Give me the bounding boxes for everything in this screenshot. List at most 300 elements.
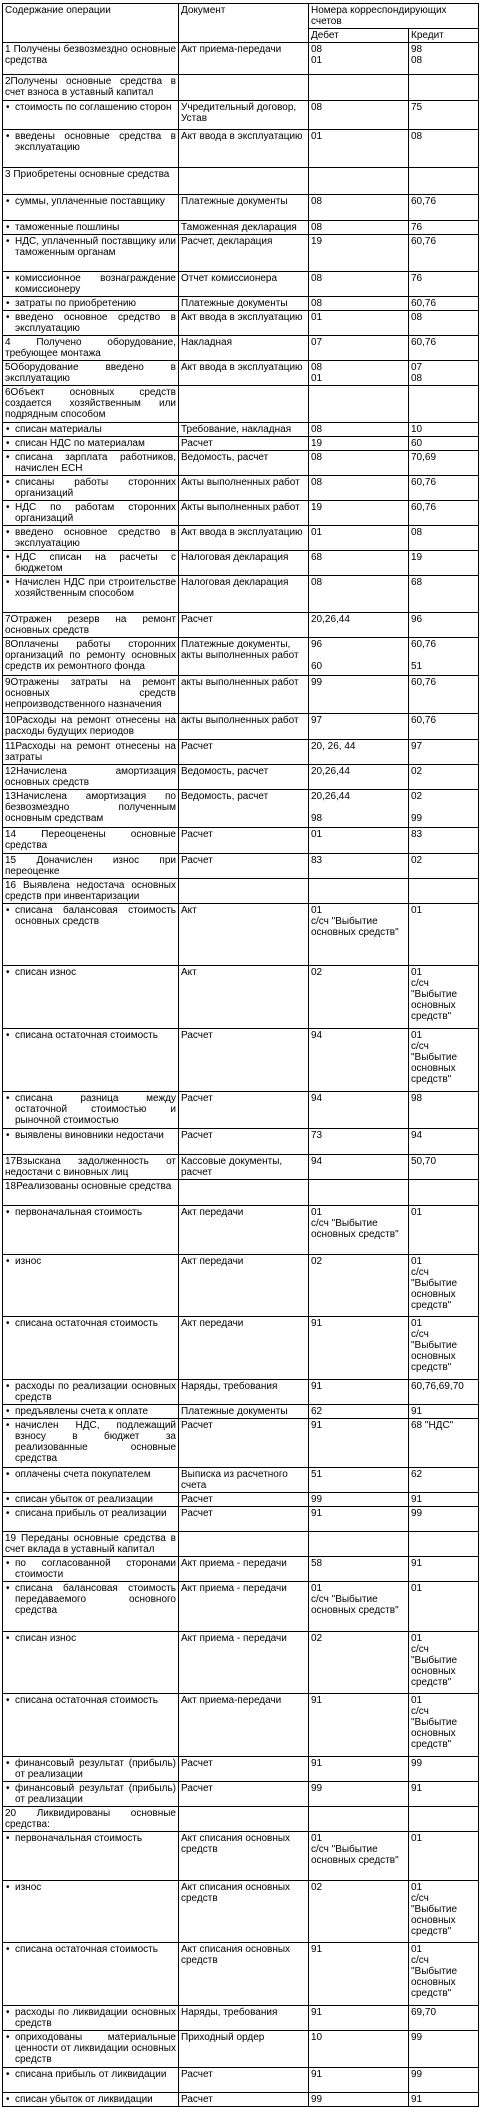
table-row: [3, 75, 479, 101]
credit-cell: 60,76: [409, 676, 479, 714]
credit-cell: 68 "НДС": [409, 1419, 479, 1468]
document-cell: Требование, накладная: [179, 423, 309, 437]
debit-cell: [309, 1807, 409, 1832]
debit-cell: 08: [309, 272, 409, 297]
document-cell: Выписка из расчетного счета: [179, 1468, 309, 1493]
operation-cell: • списана остаточная стоимость: [3, 1317, 179, 1380]
document-cell: Акт ввода в эксплуатацию: [179, 361, 309, 386]
table-row: [3, 336, 479, 361]
table-row: [3, 1468, 479, 1493]
debit-cell: 20,26,44: [309, 613, 409, 638]
credit-cell: 76: [409, 221, 479, 235]
document-cell: Расчет: [179, 2093, 309, 2107]
debit-cell: 68: [309, 551, 409, 576]
credit-cell: 10: [409, 423, 479, 437]
header-operation: Содержание операции: [3, 4, 179, 43]
credit-cell: [409, 1180, 479, 1206]
document-cell: Кассовые документы, расчет: [179, 1155, 309, 1180]
operation-cell: 5Оборудование введено в эксплуатацию: [3, 361, 179, 386]
document-cell: Акт списания основных средств: [179, 1832, 309, 1881]
document-cell: Отчет комиссионера: [179, 272, 309, 297]
table-row: [3, 2006, 479, 2031]
debit-cell: 91: [309, 1757, 409, 1782]
operation-cell: • НДС списан на расчеты с бюджетом: [3, 551, 179, 576]
credit-cell: 75: [409, 101, 479, 130]
document-cell: Акты выполненных работ: [179, 476, 309, 501]
credit-cell: 91: [409, 1405, 479, 1419]
credit-cell: 60,76: [409, 297, 479, 311]
debit-cell: 83: [309, 854, 409, 879]
credit-cell: 01 с/сч "Выбытие основных средств": [409, 1943, 479, 2006]
document-cell: [179, 1807, 309, 1832]
table-row: [3, 235, 479, 272]
debit-cell: 94: [309, 1029, 409, 1092]
operation-cell: • расходы по ликвидации основных средств: [3, 2006, 179, 2031]
credit-cell: 60,76: [409, 501, 479, 526]
debit-cell: 08: [309, 221, 409, 235]
table-row: [3, 1155, 479, 1180]
table-row: [3, 854, 479, 879]
table-row: [3, 451, 479, 476]
debit-cell: 08 01: [309, 43, 409, 75]
document-cell: Ведомость, расчет: [179, 790, 309, 828]
operation-cell: 11Расходы на ремонт отнесены на затраты: [3, 740, 179, 765]
debit-cell: 01 с/сч "Выбытие основных средств": [309, 1832, 409, 1881]
document-cell: Акт приема-передачи: [179, 1694, 309, 1757]
header-document: Документ: [179, 4, 309, 43]
credit-cell: 97: [409, 740, 479, 765]
table-row: [3, 1255, 479, 1317]
header-credit: Кредит: [409, 29, 479, 43]
operation-cell: • списан материалы: [3, 423, 179, 437]
operation-cell: • списана прибыль от ликвидации: [3, 2068, 179, 2093]
table-row: [3, 790, 479, 828]
operation-cell: 19 Переданы основные средства в счет вклада в уставный капитал: [3, 1532, 179, 1557]
debit-cell: 08: [309, 423, 409, 437]
credit-cell: 01 с/сч "Выбытие основных средств": [409, 1029, 479, 1092]
operation-cell: 4 Получено оборудование, требующее монтажа: [3, 336, 179, 361]
credit-cell: 98: [409, 1092, 479, 1129]
debit-cell: 02: [309, 1881, 409, 1943]
operation-cell: 17Взыскана задолженность от недостачи с виновных лиц: [3, 1155, 179, 1180]
table-row: [3, 740, 479, 765]
table-row: [3, 2093, 479, 2107]
debit-cell: [309, 879, 409, 904]
credit-cell: 60,76: [409, 714, 479, 740]
debit-cell: 73: [309, 1129, 409, 1155]
document-cell: Расчет: [179, 613, 309, 638]
debit-cell: 01 с/сч "Выбытие основных средств": [309, 904, 409, 966]
operation-cell: • первоначальная стоимость: [3, 1206, 179, 1255]
credit-cell: 99: [409, 2031, 479, 2068]
document-cell: Платежные документы: [179, 195, 309, 221]
document-cell: Расчет: [179, 1029, 309, 1092]
credit-cell: [409, 879, 479, 904]
operation-cell: • оплачены счета покупателем: [3, 1468, 179, 1493]
document-cell: Акт приема - передачи: [179, 1632, 309, 1694]
debit-cell: [309, 75, 409, 101]
debit-cell: 94: [309, 1155, 409, 1180]
credit-cell: 68: [409, 576, 479, 613]
table-row: [3, 437, 479, 451]
table-row: [3, 1694, 479, 1757]
document-cell: Акт: [179, 966, 309, 1029]
credit-cell: 76: [409, 272, 479, 297]
debit-cell: 91: [309, 1943, 409, 2006]
table-row: [3, 1757, 479, 1782]
credit-cell: 62: [409, 1468, 479, 1493]
credit-cell: 50,70: [409, 1155, 479, 1180]
document-cell: [179, 386, 309, 423]
operation-cell: • списана остаточная стоимость: [3, 1943, 179, 2006]
credit-cell: 96: [409, 613, 479, 638]
debit-cell: 91: [309, 1507, 409, 1532]
credit-cell: 01 с/сч "Выбытие основных средств": [409, 1694, 479, 1757]
operation-cell: • НДС по работам сторонних организаций: [3, 501, 179, 526]
table-row: [3, 1943, 479, 2006]
table-row: [3, 386, 479, 423]
operation-cell: • введено основное средство в эксплуатацию: [3, 311, 179, 336]
document-cell: Расчет: [179, 854, 309, 879]
operation-cell: 9Отражены затраты на ремонт основных средств непроизводственного назначения: [3, 676, 179, 714]
debit-cell: 94: [309, 1092, 409, 1129]
credit-cell: 98 08: [409, 43, 479, 75]
document-cell: Акт приема - передачи: [179, 1557, 309, 1582]
table-row: [3, 1493, 479, 1507]
table-row: [3, 297, 479, 311]
document-cell: Акт приема-передачи: [179, 43, 309, 75]
operation-cell: • введены основные средства в эксплуатацию: [3, 130, 179, 168]
table-row: [3, 101, 479, 130]
table-row: [3, 1380, 479, 1405]
operation-cell: • затраты по приобретению: [3, 297, 179, 311]
table-row: [3, 1180, 479, 1206]
table-row: [3, 423, 479, 437]
debit-cell: 20,26,44: [309, 765, 409, 790]
header-accounts: Номера корреспондирующих счетов: [309, 4, 479, 29]
operation-cell: • начислен НДС, подлежащий взносу в бюджет за реализованные основные средства: [3, 1419, 179, 1468]
operation-cell: • оприходованы материальные ценности от ликвидации основных средств: [3, 2031, 179, 2068]
document-cell: Учредительный договор, Устав: [179, 101, 309, 130]
document-cell: Платежные документы, акты выполненных работ: [179, 638, 309, 676]
debit-cell: [309, 1180, 409, 1206]
debit-cell: 91: [309, 1419, 409, 1468]
operation-cell: • НДС, уплаченный поставщику или таможенным органам: [3, 235, 179, 272]
debit-cell: 08: [309, 195, 409, 221]
operation-cell: 7Отражен резерв на ремонт основных средств: [3, 613, 179, 638]
operation-cell: • износ: [3, 1255, 179, 1317]
debit-cell: 08: [309, 101, 409, 130]
credit-cell: 02: [409, 854, 479, 879]
debit-cell: 91: [309, 1694, 409, 1757]
debit-cell: 91: [309, 2006, 409, 2031]
debit-cell: 97: [309, 714, 409, 740]
document-cell: Акт списания основных средств: [179, 1881, 309, 1943]
table-row: [3, 130, 479, 168]
operation-cell: • финансовый результат (прибыль) от реализации: [3, 1757, 179, 1782]
debit-cell: 91: [309, 1380, 409, 1405]
operations-table: [2, 3, 479, 2107]
credit-cell: 99: [409, 1757, 479, 1782]
operation-cell: • стоимость по соглашению сторон: [3, 101, 179, 130]
credit-cell: 91: [409, 1557, 479, 1582]
operation-cell: 8Оплачены работы сторонних организаций по ремонту основных средств их ремонтного фонда: [3, 638, 179, 676]
table-row: [3, 1405, 479, 1419]
credit-cell: 08: [409, 311, 479, 336]
table-row: [3, 966, 479, 1029]
table-row: [3, 1419, 479, 1468]
document-cell: Акты выполненных работ: [179, 501, 309, 526]
debit-cell: 91: [309, 1317, 409, 1380]
debit-cell: 08: [309, 451, 409, 476]
table-row: [3, 1807, 479, 1832]
document-cell: [179, 1532, 309, 1557]
table-row: [3, 714, 479, 740]
credit-cell: 02 99: [409, 790, 479, 828]
credit-cell: 83: [409, 828, 479, 854]
operation-cell: 15 Доначислен износ при переоценке: [3, 854, 179, 879]
document-cell: акты выполненных работ: [179, 714, 309, 740]
table-row: [3, 526, 479, 551]
document-cell: Наряды, требования: [179, 1380, 309, 1405]
debit-cell: 99: [309, 2093, 409, 2107]
credit-cell: 60,76: [409, 235, 479, 272]
credit-cell: 01 с/сч "Выбытие основных средств": [409, 1317, 479, 1380]
operation-cell: 3 Приобретены основные средства: [3, 168, 179, 195]
table-row: [3, 1832, 479, 1881]
table-row: [3, 904, 479, 966]
debit-cell: 51: [309, 1468, 409, 1493]
operation-cell: • списана балансовая стоимость основных средств: [3, 904, 179, 966]
table-row: [3, 1092, 479, 1129]
credit-cell: 02: [409, 765, 479, 790]
credit-cell: 01: [409, 904, 479, 966]
table-row: [3, 168, 479, 195]
table-row: [3, 272, 479, 297]
credit-cell: [409, 1532, 479, 1557]
document-cell: Расчет: [179, 828, 309, 854]
table-row: [3, 828, 479, 854]
operation-cell: • списана прибыль от реализации: [3, 1507, 179, 1532]
credit-cell: 01 с/сч "Выбытие основных средств": [409, 1881, 479, 1943]
operation-cell: • выявлены виновники недостачи: [3, 1129, 179, 1155]
debit-cell: 01 с/сч "Выбытие основных средств": [309, 1206, 409, 1255]
document-cell: Налоговая декларация: [179, 551, 309, 576]
operation-cell: • списан износ: [3, 1632, 179, 1694]
operation-cell: 13Начислена амортизация по безвозмездно полученным основным средствам: [3, 790, 179, 828]
debit-cell: 19: [309, 235, 409, 272]
debit-cell: 08 01: [309, 361, 409, 386]
table-row: [3, 879, 479, 904]
table-row: [3, 576, 479, 613]
operation-cell: • комиссионное вознаграждение комиссионеру: [3, 272, 179, 297]
debit-cell: 08: [309, 576, 409, 613]
document-cell: Расчет: [179, 740, 309, 765]
operation-cell: • списана разница между остаточной стоимостью и рыночной стоимостью: [3, 1092, 179, 1129]
debit-cell: [309, 168, 409, 195]
debit-cell: 10: [309, 2031, 409, 2068]
table-row: [3, 43, 479, 75]
document-cell: Платежные документы: [179, 297, 309, 311]
document-cell: [179, 75, 309, 101]
debit-cell: 01: [309, 311, 409, 336]
credit-cell: 01: [409, 1582, 479, 1632]
operation-cell: 1 Получены безвозмездно основные средства: [3, 43, 179, 75]
document-cell: Акт: [179, 904, 309, 966]
table-row: [3, 1632, 479, 1694]
credit-cell: 69,70: [409, 2006, 479, 2031]
credit-cell: 08: [409, 130, 479, 168]
document-cell: Акт передачи: [179, 1317, 309, 1380]
table-row: [3, 501, 479, 526]
document-cell: Акт ввода в эксплуатацию: [179, 130, 309, 168]
document-cell: Расчет: [179, 1092, 309, 1129]
document-cell: [179, 1180, 309, 1206]
operation-cell: • таможенные пошлины: [3, 221, 179, 235]
debit-cell: 99: [309, 1782, 409, 1807]
credit-cell: 01 с/сч "Выбытие основных средств": [409, 1632, 479, 1694]
document-cell: Расчет: [179, 1782, 309, 1807]
debit-cell: 99: [309, 676, 409, 714]
operation-cell: 2Получены основные средства в счет взноса в уставный капитал: [3, 75, 179, 101]
debit-cell: 19: [309, 437, 409, 451]
operation-cell: • списан износ: [3, 966, 179, 1029]
operation-cell: • списана остаточная стоимость: [3, 1029, 179, 1092]
credit-cell: 91: [409, 1782, 479, 1807]
document-cell: Накладная: [179, 336, 309, 361]
operation-cell: • списана остаточная стоимость: [3, 1694, 179, 1757]
table-row: [3, 765, 479, 790]
document-cell: [179, 879, 309, 904]
debit-cell: 08: [309, 476, 409, 501]
document-cell: Акт ввода в эксплуатацию: [179, 526, 309, 551]
debit-cell: 01: [309, 526, 409, 551]
credit-cell: [409, 75, 479, 101]
operation-cell: 18Реализованы основные средства: [3, 1180, 179, 1206]
table-row: [3, 1206, 479, 1255]
table-row: [3, 1582, 479, 1632]
debit-cell: 02: [309, 1255, 409, 1317]
table-row: [3, 1532, 479, 1557]
operation-cell: • списан НДС по материалам: [3, 437, 179, 451]
table-row: [3, 638, 479, 676]
operation-cell: • списан убыток от ликвидации: [3, 2093, 179, 2107]
document-cell: Акт передачи: [179, 1206, 309, 1255]
document-cell: Акт передачи: [179, 1255, 309, 1317]
document-cell: Расчет: [179, 1507, 309, 1532]
operation-cell: • финансовый результат (прибыль) от реализации: [3, 1782, 179, 1807]
operation-cell: 6Объект основных средств создается хозяйственным или подрядным способом: [3, 386, 179, 423]
debit-cell: 96 60: [309, 638, 409, 676]
credit-cell: 91: [409, 2093, 479, 2107]
operation-cell: • списана зарплата работников, начислен ЕСН: [3, 451, 179, 476]
credit-cell: 60,76: [409, 195, 479, 221]
operation-cell: • предъявлены счета к оплате: [3, 1405, 179, 1419]
table-row: [3, 2068, 479, 2093]
debit-cell: 99: [309, 1493, 409, 1507]
table-row: [3, 1317, 479, 1380]
table-row: [3, 1129, 479, 1155]
document-cell: Расчет: [179, 1419, 309, 1468]
table-row: [3, 1782, 479, 1807]
document-cell: Таможенная декларация: [179, 221, 309, 235]
credit-cell: 08: [409, 526, 479, 551]
table-row: [3, 1557, 479, 1582]
document-cell: Расчет: [179, 437, 309, 451]
table-row: [3, 551, 479, 576]
operation-cell: • по согласованной сторонами стоимости: [3, 1557, 179, 1582]
table-row: [3, 195, 479, 221]
table-row: [3, 1029, 479, 1092]
document-cell: Акт приема - передачи: [179, 1582, 309, 1632]
operation-cell: • первоначальная стоимость: [3, 1832, 179, 1881]
document-cell: Налоговая декларация: [179, 576, 309, 613]
operation-cell: • износ: [3, 1881, 179, 1943]
table-row: [3, 311, 479, 336]
credit-cell: [409, 168, 479, 195]
debit-cell: 62: [309, 1405, 409, 1419]
credit-cell: 07 08: [409, 361, 479, 386]
table-row: [3, 1507, 479, 1532]
document-cell: Приходный ордер: [179, 2031, 309, 2068]
table-row: [3, 221, 479, 235]
table-row: [3, 676, 479, 714]
credit-cell: 70,69: [409, 451, 479, 476]
credit-cell: 99: [409, 1507, 479, 1532]
table-row: [3, 2031, 479, 2068]
debit-cell: 20, 26, 44: [309, 740, 409, 765]
document-cell: Расчет: [179, 1493, 309, 1507]
credit-cell: 60,76: [409, 476, 479, 501]
operation-cell: 14 Переоценены основные средства: [3, 828, 179, 854]
operation-cell: • введено основное средство в эксплуатацию: [3, 526, 179, 551]
operation-cell: • списан убыток от реализации: [3, 1493, 179, 1507]
debit-cell: 58: [309, 1557, 409, 1582]
credit-cell: 94: [409, 1129, 479, 1155]
credit-cell: 01 с/сч "Выбытие основных средств": [409, 966, 479, 1029]
document-cell: Акт списания основных средств: [179, 1943, 309, 2006]
table-header-row: [3, 4, 479, 29]
debit-cell: 91: [309, 2068, 409, 2093]
document-cell: Расчет: [179, 2068, 309, 2093]
credit-cell: 60,76,69,70: [409, 1380, 479, 1405]
document-cell: Ведомость, расчет: [179, 451, 309, 476]
debit-cell: 01 с/сч "Выбытие основных средств": [309, 1582, 409, 1632]
debit-cell: 01: [309, 828, 409, 854]
credit-cell: [409, 386, 479, 423]
debit-cell: [309, 1532, 409, 1557]
debit-cell: 08: [309, 297, 409, 311]
credit-cell: 91: [409, 1493, 479, 1507]
document-cell: [179, 168, 309, 195]
debit-cell: 01: [309, 130, 409, 168]
credit-cell: 99: [409, 2068, 479, 2093]
table-row: [3, 1881, 479, 1943]
document-cell: Акт ввода в эксплуатацию: [179, 311, 309, 336]
document-cell: Расчет: [179, 1757, 309, 1782]
credit-cell: 01 с/сч "Выбытие основных средств": [409, 1255, 479, 1317]
document-cell: акты выполненных работ: [179, 676, 309, 714]
document-cell: Расчет, декларация: [179, 235, 309, 272]
operation-cell: 16 Выявлена недостача основных средств при инвентаризации: [3, 879, 179, 904]
credit-cell: 01: [409, 1206, 479, 1255]
debit-cell: 20,26,44 98: [309, 790, 409, 828]
operation-cell: • суммы, уплаченные поставщику: [3, 195, 179, 221]
table-row: [3, 613, 479, 638]
operation-cell: 20 Ликвидированы основные средства:: [3, 1807, 179, 1832]
credit-cell: 19: [409, 551, 479, 576]
credit-cell: 60,76: [409, 336, 479, 361]
